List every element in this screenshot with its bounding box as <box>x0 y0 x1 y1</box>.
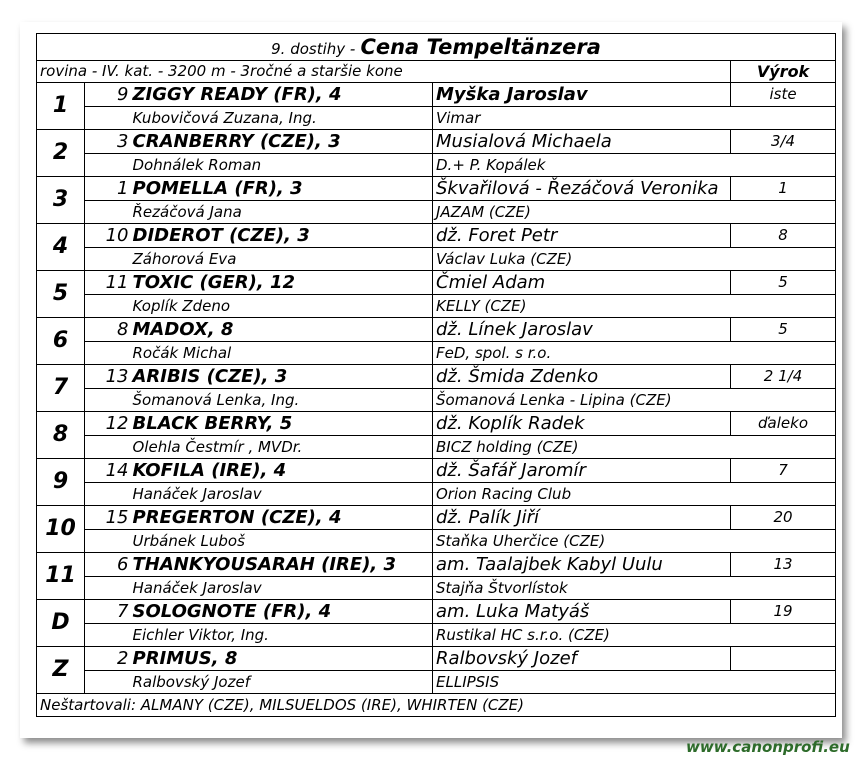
horse-name: TOXIC (GER), 12 <box>130 271 433 295</box>
result-column-header: Výrok <box>731 61 836 83</box>
spacer-cell <box>85 624 130 647</box>
jockey-name: dž. Palík Jiří <box>433 506 731 530</box>
result-margin: 5 <box>731 271 836 295</box>
jockey-name: Škvařilová - Řezáčová Veronika <box>433 177 731 201</box>
start-number: 9 <box>85 83 130 107</box>
entry-detail-row <box>37 154 836 177</box>
horse-name: BLACK BERRY, 5 <box>130 412 433 436</box>
horse-name: CRANBERRY (CZE), 3 <box>130 130 433 154</box>
entry-detail-row <box>37 342 836 365</box>
owner-name: Stajňa Štvorlístok <box>433 577 836 600</box>
jockey-name: Čmiel Adam <box>433 271 731 295</box>
finish-position: 2 <box>37 130 85 177</box>
result-margin: 3/4 <box>731 130 836 154</box>
entry-detail-row <box>37 107 836 130</box>
owner-name: Rustikal HC s.r.o. (CZE) <box>433 624 836 647</box>
horse-name: PREGERTON (CZE), 4 <box>130 506 433 530</box>
owner-name: Václav Luka (CZE) <box>433 248 836 271</box>
entry-detail-row <box>37 389 836 412</box>
spacer-cell <box>85 295 130 318</box>
entry-detail-row <box>37 624 836 647</box>
non-starters-row <box>37 694 836 717</box>
trainer-name: Hanáček Jaroslav <box>130 577 433 600</box>
entry-row <box>37 412 836 436</box>
spacer-cell <box>85 577 130 600</box>
owner-name: KELLY (CZE) <box>433 295 836 318</box>
jockey-name: Ralbovský Jozef <box>433 647 731 671</box>
owner-name: Orion Racing Club <box>433 483 836 506</box>
trainer-name: Urbánek Luboš <box>130 530 433 553</box>
finish-position: 5 <box>37 271 85 318</box>
owner-name: BICZ holding (CZE) <box>433 436 836 459</box>
jockey-name: am. Taalajbek Kabyl Uulu <box>433 553 731 577</box>
spacer-cell <box>85 530 130 553</box>
jockey-name: dž. Šmida Zdenko <box>433 365 731 389</box>
horse-name: SOLOGNOTE (FR), 4 <box>130 600 433 624</box>
result-margin: 1 <box>731 177 836 201</box>
result-margin: 20 <box>731 506 836 530</box>
horse-name: MADOX, 8 <box>130 318 433 342</box>
trainer-name: Šomanová Lenka, Ing. <box>130 389 433 412</box>
start-number: 8 <box>85 318 130 342</box>
entry-detail-row <box>37 248 836 271</box>
finish-position: D <box>37 600 85 647</box>
entry-row <box>37 83 836 107</box>
spacer-cell <box>85 201 130 224</box>
results-table <box>36 33 836 717</box>
entry-detail-row <box>37 201 836 224</box>
entry-row <box>37 271 836 295</box>
start-number: 1 <box>85 177 130 201</box>
race-title <box>37 34 836 61</box>
result-margin: 8 <box>731 224 836 248</box>
start-number: 11 <box>85 271 130 295</box>
finish-position: 1 <box>37 83 85 130</box>
entry-row <box>37 365 836 389</box>
owner-name: JAZAM (CZE) <box>433 201 836 224</box>
result-margin: 19 <box>731 600 836 624</box>
owner-name: FeD, spol. s r.o. <box>433 342 836 365</box>
entry-row <box>37 647 836 671</box>
finish-position: 4 <box>37 224 85 271</box>
spacer-cell <box>85 671 130 694</box>
race-number: 9. dostihy - <box>271 39 356 58</box>
start-number: 13 <box>85 365 130 389</box>
trainer-name: Ralbovský Jozef <box>130 671 433 694</box>
results-sheet <box>20 22 842 738</box>
result-margin: ďaleko <box>731 412 836 436</box>
start-number: 10 <box>85 224 130 248</box>
race-conditions: rovina - IV. kat. - 3200 m - 3ročné a staršie kone <box>37 61 731 83</box>
owner-name: Staňka Uherčice (CZE) <box>433 530 836 553</box>
finish-position: 8 <box>37 412 85 459</box>
jockey-name: am. Luka Matyáš <box>433 600 731 624</box>
finish-position: 10 <box>37 506 85 553</box>
result-margin: 5 <box>731 318 836 342</box>
start-number: 14 <box>85 459 130 483</box>
horse-name: ZIGGY READY (FR), 4 <box>130 83 433 107</box>
start-number: 7 <box>85 600 130 624</box>
entry-row <box>37 553 836 577</box>
trainer-name: Řezáčová Jana <box>130 201 433 224</box>
trainer-name: Dohnálek Roman <box>130 154 433 177</box>
trainer-name: Hanáček Jaroslav <box>130 483 433 506</box>
watermark: www.canonprofi.eu <box>686 738 850 756</box>
jockey-name: Myška Jaroslav <box>433 83 731 107</box>
horse-name: PRIMUS, 8 <box>130 647 433 671</box>
owner-name: Vimar <box>433 107 836 130</box>
trainer-name: Kubovičová Zuzana, Ing. <box>130 107 433 130</box>
start-number: 6 <box>85 553 130 577</box>
result-margin: 13 <box>731 553 836 577</box>
spacer-cell <box>85 483 130 506</box>
jockey-name: dž. Šafář Jaromír <box>433 459 731 483</box>
horse-name: POMELLA (FR), 3 <box>130 177 433 201</box>
trainer-name: Olehla Čestmír , MVDr. <box>130 436 433 459</box>
spacer-cell <box>85 154 130 177</box>
result-margin <box>731 647 836 671</box>
finish-position: 7 <box>37 365 85 412</box>
entry-row <box>37 224 836 248</box>
spacer-cell <box>85 107 130 130</box>
entry-row <box>37 130 836 154</box>
start-number: 2 <box>85 647 130 671</box>
entry-detail-row <box>37 436 836 459</box>
spacer-cell <box>85 342 130 365</box>
race-conditions-row <box>37 61 836 83</box>
start-number: 15 <box>85 506 130 530</box>
owner-name: ELLIPSIS <box>433 671 836 694</box>
horse-name: THANKYOUSARAH (IRE), 3 <box>130 553 433 577</box>
trainer-name: Ročák Michal <box>130 342 433 365</box>
spacer-cell <box>85 389 130 412</box>
start-number: 12 <box>85 412 130 436</box>
finish-position: Z <box>37 647 85 694</box>
non-starters: Neštartovali: ALMANY (CZE), MILSUELDOS (IRE), WHIRTEN (CZE) <box>37 694 836 717</box>
jockey-name: Musialová Michaela <box>433 130 731 154</box>
spacer-cell <box>85 436 130 459</box>
entry-row <box>37 600 836 624</box>
trainer-name: Záhorová Eva <box>130 248 433 271</box>
trainer-name: Koplík Zdeno <box>130 295 433 318</box>
finish-position: 3 <box>37 177 85 224</box>
entry-row <box>37 177 836 201</box>
race-title-row <box>37 34 836 61</box>
entry-row <box>37 506 836 530</box>
horse-name: DIDEROT (CZE), 3 <box>130 224 433 248</box>
finish-position: 11 <box>37 553 85 600</box>
horse-name: ARIBIS (CZE), 3 <box>130 365 433 389</box>
entry-row <box>37 459 836 483</box>
entry-row <box>37 318 836 342</box>
entry-detail-row <box>37 530 836 553</box>
entry-detail-row <box>37 295 836 318</box>
result-margin: 7 <box>731 459 836 483</box>
finish-position: 9 <box>37 459 85 506</box>
jockey-name: dž. Koplík Radek <box>433 412 731 436</box>
entry-detail-row <box>37 483 836 506</box>
spacer-cell <box>85 248 130 271</box>
result-margin: iste <box>731 83 836 107</box>
jockey-name: dž. Línek Jaroslav <box>433 318 731 342</box>
result-margin: 2 1/4 <box>731 365 836 389</box>
jockey-name: dž. Foret Petr <box>433 224 731 248</box>
owner-name: Šomanová Lenka - Lipina (CZE) <box>433 389 836 412</box>
owner-name: D.+ P. Kopálek <box>433 154 836 177</box>
start-number: 3 <box>85 130 130 154</box>
entry-detail-row <box>37 577 836 600</box>
race-name: Cena Tempeltänzera <box>360 34 601 59</box>
entry-detail-row <box>37 671 836 694</box>
trainer-name: Eichler Viktor, Ing. <box>130 624 433 647</box>
finish-position: 6 <box>37 318 85 365</box>
horse-name: KOFILA (IRE), 4 <box>130 459 433 483</box>
